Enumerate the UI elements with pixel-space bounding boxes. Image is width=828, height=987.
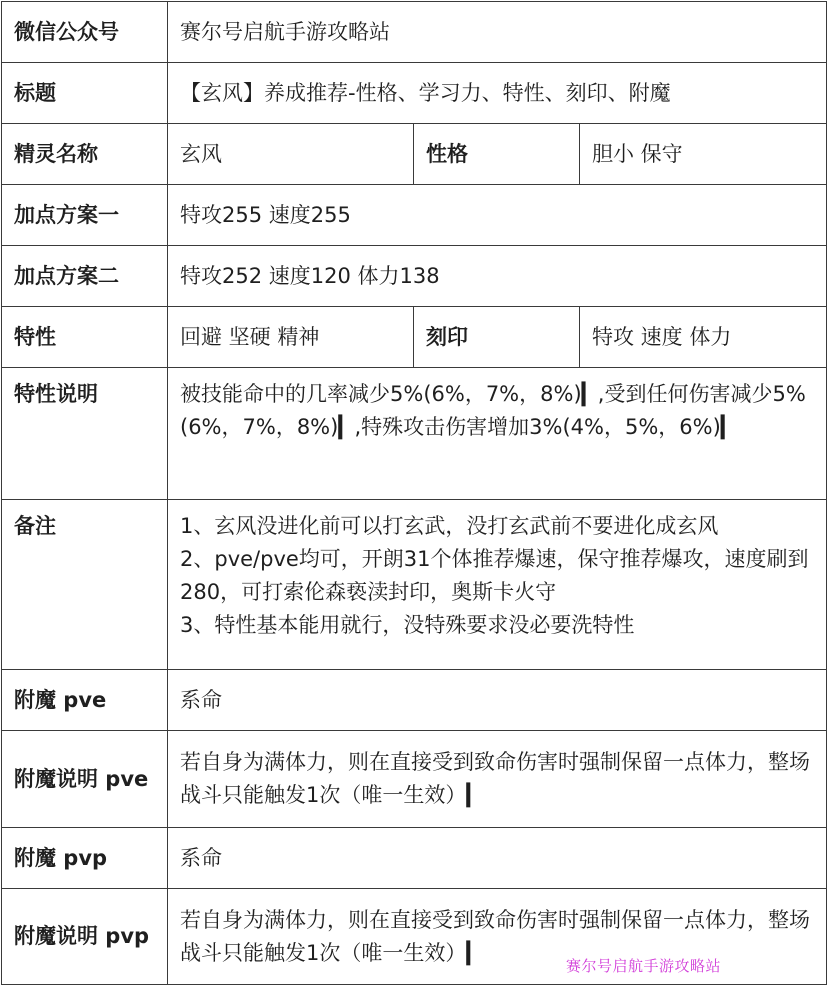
enchant-pvp-value: 系命 <box>168 828 827 889</box>
enchant-pve-label: 附魔 pve <box>2 670 168 731</box>
account-label: 微信公众号 <box>2 2 168 63</box>
plan1-value: 特攻255 速度255 <box>168 185 827 246</box>
plan2-label: 加点方案二 <box>2 246 168 307</box>
row-enchant-pve-desc <box>2 731 827 828</box>
spirit-name-label: 精灵名称 <box>2 124 168 185</box>
trait-desc-label: 特性说明 <box>2 368 168 500</box>
trait-value: 回避 坚硬 精神 <box>168 307 414 368</box>
row-enchant-pvp <box>2 828 827 889</box>
title-label: 标题 <box>2 63 168 124</box>
title-value: 【玄风】养成推荐-性格、学习力、特性、刻印、附魔 <box>168 63 827 124</box>
spirit-name-value: 玄风 <box>168 124 414 185</box>
notes-label: 备注 <box>2 500 168 670</box>
mark-value: 特攻 速度 体力 <box>580 307 827 368</box>
watermark: 赛尔号启航手游攻略站 <box>566 957 722 975</box>
trait-desc-value: 被技能命中的几率减少5%(6%，7%，8%)▎,受到任何伤害减少5%(6%，7%，8%)▎,特殊攻击伤害增加3%(4%，5%，6%)▎ <box>168 368 827 500</box>
info-table <box>1 1 827 985</box>
row-spirit <box>2 124 827 185</box>
account-value: 赛尔号启航手游攻略站 <box>168 2 827 63</box>
enchant-pvp-desc-label: 附魔说明 pvp <box>2 889 168 985</box>
enchant-pve-desc-value: 若自身为满体力，则在直接受到致命伤害时强制保留一点体力，整场战斗只能触发1次（唯一生效）▎ <box>168 731 827 828</box>
enchant-pve-desc-label: 附魔说明 pve <box>2 731 168 828</box>
note-line-2: 2、pve/pve均可，开朗31个体推荐爆速，保守推荐爆攻，速度刷到280，可打索伦森亵渎封印，奥斯卡火守 <box>180 547 809 604</box>
row-trait <box>2 307 827 368</box>
mark-label: 刻印 <box>414 307 580 368</box>
nature-label: 性格 <box>414 124 580 185</box>
row-trait-desc <box>2 368 827 500</box>
note-line-3: 3、特性基本能用就行，没特殊要求没必要洗特性 <box>180 613 635 637</box>
row-plan2 <box>2 246 827 307</box>
row-plan1 <box>2 185 827 246</box>
row-notes <box>2 500 827 670</box>
enchant-pvp-desc-value: 若自身为满体力，则在直接受到致命伤害时强制保留一点体力，整场战斗只能触发1次（唯一生效）▎ <box>168 889 827 985</box>
enchant-pve-value: 系命 <box>168 670 827 731</box>
enchant-pvp-label: 附魔 pvp <box>2 828 168 889</box>
plan2-value: 特攻252 速度120 体力138 <box>168 246 827 307</box>
nature-value: 胆小 保守 <box>580 124 827 185</box>
plan1-label: 加点方案一 <box>2 185 168 246</box>
note-line-1: 1、玄风没进化前可以打玄武，没打玄武前不要进化成玄风 <box>180 514 719 538</box>
row-enchant-pve <box>2 670 827 731</box>
notes-value <box>168 500 827 670</box>
row-account <box>2 2 827 63</box>
row-title <box>2 63 827 124</box>
trait-label: 特性 <box>2 307 168 368</box>
